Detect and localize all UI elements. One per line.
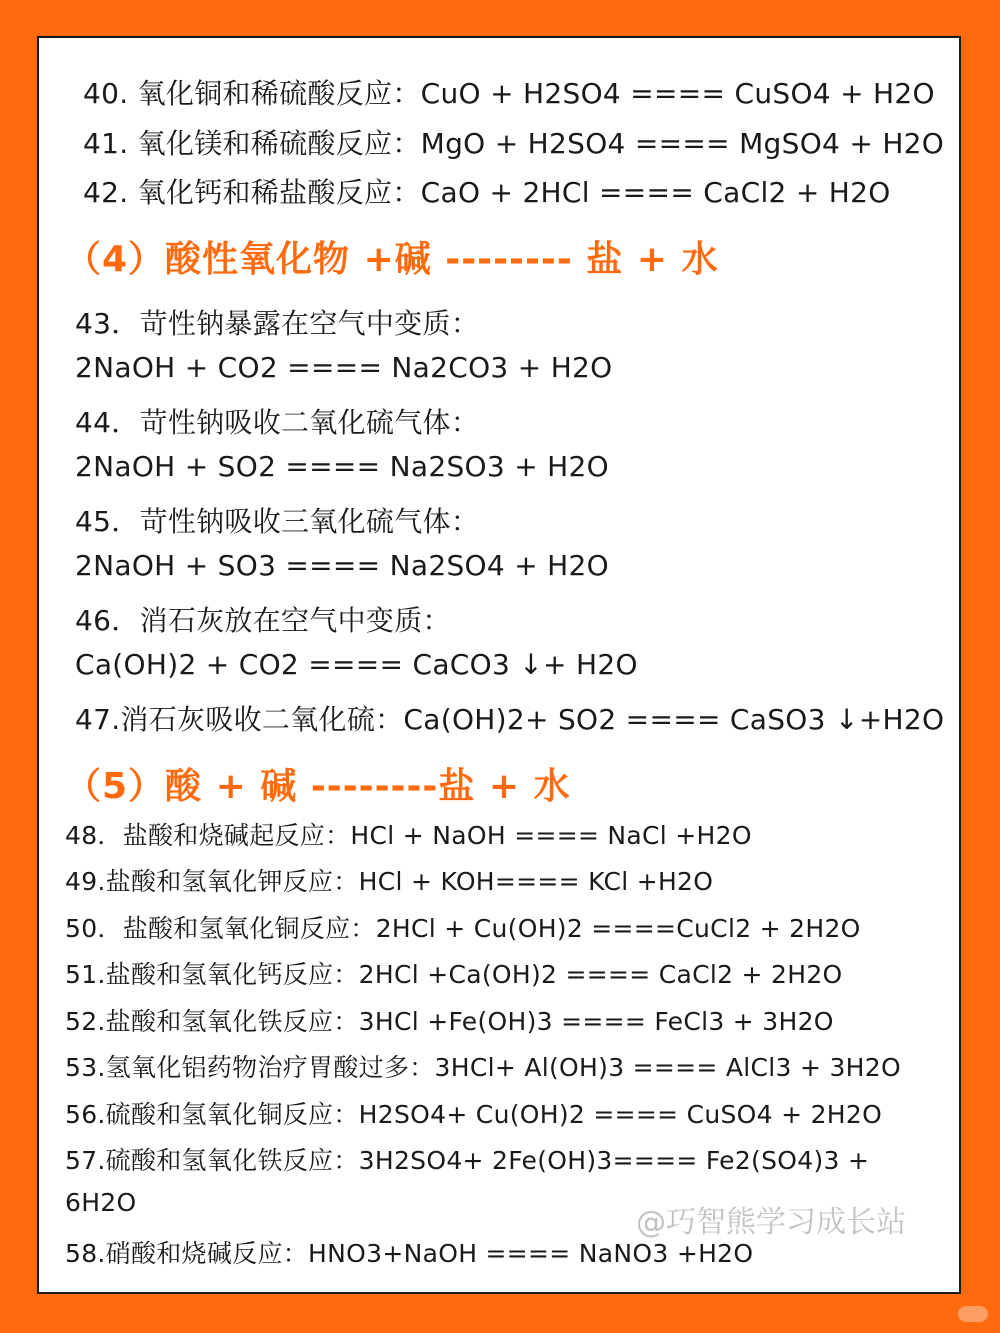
equation-56: 56.硫酸和氢氧化铜反应：H2SO4+ Cu(OH)2 ==== CuSO4 + 2H2O xyxy=(65,1100,883,1129)
equation-45: 2NaOH + SO3 ==== Na2SO4 + H2O xyxy=(75,549,609,582)
equation-40: 40. 氧化铜和稀硫酸反应：CuO + H2SO4 ==== CuSO4 + H2O xyxy=(83,77,935,110)
equation-46: Ca(OH)2 + CO2 ==== CaCO3 ↓+ H2O xyxy=(75,648,638,681)
corner-badge xyxy=(958,1306,988,1322)
equation-43: 2NaOH + CO2 ==== Na2CO3 + H2O xyxy=(75,351,613,384)
equation-42: 42. 氧化钙和稀盐酸反应：CaO + 2HCl ==== CaCl2 + H2O xyxy=(83,176,891,209)
equation-51: 51.盐酸和氢氧化钙反应：2HCl +Ca(OH)2 ==== CaCl2 + 2H2O xyxy=(65,960,843,989)
equation-43-title: 43．苛性钠暴露在空气中变质： xyxy=(75,307,480,340)
equation-49: 49.盐酸和氢氧化钾反应：HCl + KOH==== KCl +H2O xyxy=(65,867,714,896)
equation-41: 41. 氧化镁和稀硫酸反应：MgO + H2SO4 ==== MgSO4 + H2O xyxy=(83,127,945,160)
equation-45-title: 45．苛性钠吸收三氧化硫气体： xyxy=(75,505,480,538)
section-heading-5: （5）酸 + 碱 --------盐 + 水 xyxy=(65,766,571,807)
equation-58: 58.硝酸和烧碱反应：HNO3+NaOH ==== NaNO3 +H2O xyxy=(65,1239,754,1268)
content-card xyxy=(37,36,961,1294)
equation-46-title: 46．消石灰放在空气中变质： xyxy=(75,604,451,637)
equation-57-continued: 6H2O xyxy=(65,1188,137,1217)
equation-57: 57.硫酸和氢氧化铁反应：3H2SO4+ 2Fe(OH)3==== Fe2(SO4)3 + xyxy=(65,1146,870,1175)
equation-53: 53.氢氧化铝药物治疗胃酸过多：3HCl+ Al(OH)3 ==== AlCl3 + 3H2O xyxy=(65,1053,901,1082)
equation-48: 48．盐酸和烧碱起反应：HCl + NaOH ==== NaCl +H2O xyxy=(65,821,752,850)
section-heading-4: （4）酸性氧化物 +碱 -------- 盐 + 水 xyxy=(65,239,719,280)
equation-47: 47.消石灰吸收二氧化硫：Ca(OH)2+ SO2 ==== CaSO3 ↓+H2O xyxy=(75,703,945,736)
watermark: @巧智熊学习成长站 xyxy=(636,1205,906,1240)
equation-50: 50．盐酸和氢氧化铜反应：2HCl + Cu(OH)2 ====CuCl2 + 2H2O xyxy=(65,914,861,943)
equation-52: 52.盐酸和氢氧化铁反应：3HCl +Fe(OH)3 ==== FeCl3 + 3H2O xyxy=(65,1007,834,1036)
equation-44-title: 44．苛性钠吸收二氧化硫气体： xyxy=(75,406,480,439)
equation-44: 2NaOH + SO2 ==== Na2SO3 + H2O xyxy=(75,450,609,483)
